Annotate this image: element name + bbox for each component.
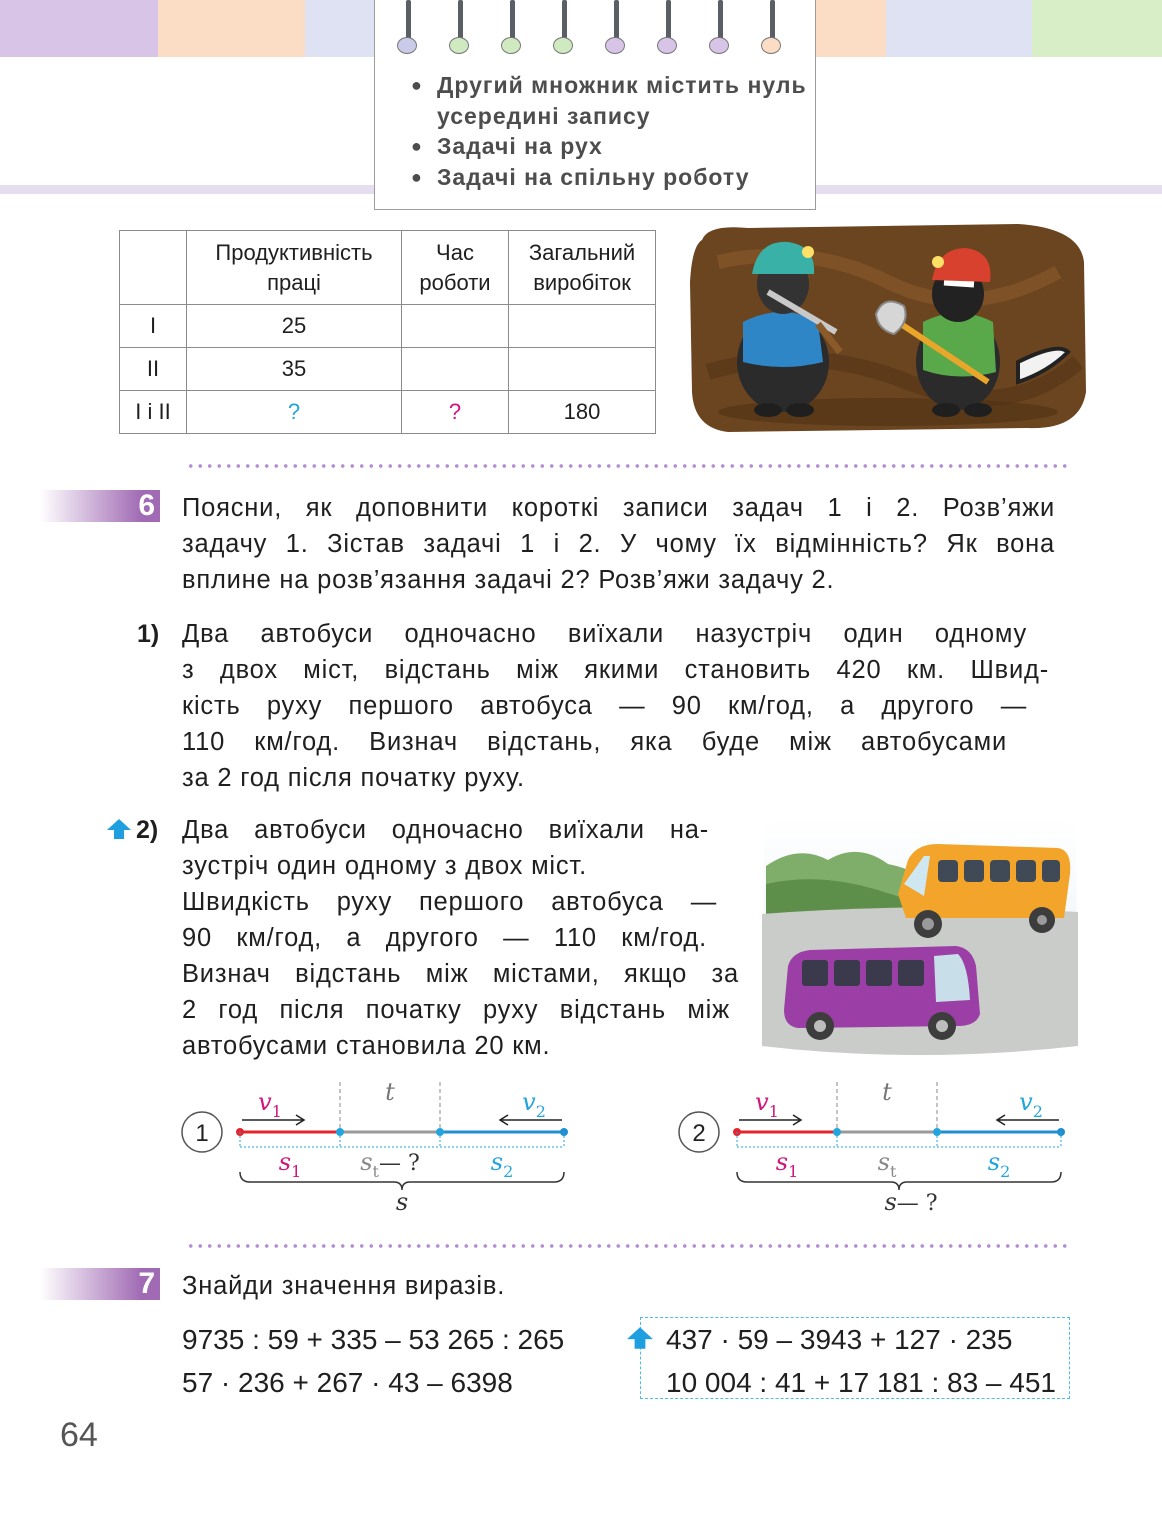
text-line: Швидкість руху першого автобуса — — [182, 888, 717, 916]
arrow-left — [997, 1115, 1059, 1125]
buses-illustration — [758, 814, 1083, 1059]
diagram-number: 1 — [195, 1120, 209, 1147]
exercise-number: 7 — [138, 1267, 155, 1300]
notepad-ring — [761, 0, 783, 56]
exercise7-prompt: Знайди значення виразів. — [182, 1272, 506, 1300]
table-cell: 180 — [509, 391, 656, 434]
notepad-ring — [397, 0, 419, 56]
arrow-left — [500, 1115, 562, 1125]
notepad-ring — [501, 0, 523, 56]
task2-label: 2) — [136, 816, 159, 844]
band-6 — [1032, 0, 1162, 57]
text-line: Два автобуси одночасно виїхали на- — [182, 816, 709, 844]
moles-illustration — [688, 222, 1088, 434]
table-header-row — [120, 231, 656, 305]
table-cell — [509, 348, 656, 391]
text-line: вплине на розв’язання задачі 2? Розв’яжи задачу 2. — [182, 566, 835, 594]
text-line: 90 км/год, а другого — 110 км/год. — [182, 924, 707, 952]
label-v2: $v_2$ — [522, 1088, 546, 1121]
band-1 — [0, 0, 158, 57]
text-line: задачу 1. Зістав задачі 1 і 2. У чому їх відмінність? Як вона — [182, 530, 1055, 558]
text-line: автобусами становила 20 км. — [182, 1032, 551, 1060]
text-line: Поясни, як доповнити короткі записи задач 1 і 2. Розв’яжи — [182, 494, 1055, 522]
ring-stem — [510, 0, 515, 42]
ring-stem — [406, 0, 411, 42]
table-cell: II — [120, 348, 187, 391]
text-line: кість руху першого автобуса — 90 км/год, а другого — — [182, 692, 1027, 720]
productivity-table — [119, 230, 656, 434]
ring-stem — [562, 0, 567, 42]
label-total: s— ? — [884, 1188, 938, 1216]
label-st: $s_t—$ ? — [360, 1148, 420, 1181]
table-cell-unknown: ? — [402, 391, 509, 434]
label-v1: $v_1$ — [755, 1088, 779, 1121]
text-line: зустріч один одному з двох міст. — [182, 852, 587, 880]
ring-stem — [458, 0, 463, 42]
label-s2: $s_2$ — [490, 1148, 514, 1181]
ring-stem — [718, 0, 723, 42]
table-cell-unknown: ? — [187, 391, 402, 434]
table-header-cell: Продуктивність праці — [187, 231, 402, 305]
page-number: 64 — [60, 1416, 98, 1454]
text-line: 2 год після початку руху відстань між — [182, 996, 730, 1024]
expression: 57 · 236 + 267 · 43 – 6398 — [182, 1367, 513, 1398]
left-expressions — [182, 1318, 564, 1404]
right-expressions — [666, 1318, 1056, 1404]
notepad-ring — [657, 0, 679, 56]
exercise6-intro — [182, 490, 1055, 598]
up-arrow-icon — [106, 818, 132, 840]
table-cell — [509, 305, 656, 348]
table-cell — [402, 305, 509, 348]
topic-item: ● Другий множник містить нуль усередині запису — [411, 70, 811, 131]
exercise-number: 6 — [138, 489, 155, 522]
table-cell: I і II — [120, 391, 187, 434]
table-row — [120, 348, 656, 391]
topic-item: ● Задачі на рух — [411, 131, 811, 162]
ring-bead — [761, 37, 781, 54]
expression: 10 004 : 41 + 17 181 : 83 – 451 — [666, 1367, 1057, 1398]
label-v2: $v_2$ — [1019, 1088, 1043, 1121]
ring-bead — [449, 37, 469, 54]
exercise-number-badge — [40, 1268, 160, 1300]
up-arrow-icon — [626, 1326, 654, 1350]
dotted-separator — [186, 1244, 1068, 1248]
topics-list — [411, 70, 811, 192]
text-line: 110 км/год. Визнач відстань, яка буде між автобусами — [182, 728, 1007, 756]
exercise-number-badge — [40, 490, 160, 522]
notepad-ring — [553, 0, 575, 56]
table-cell: 35 — [187, 348, 402, 391]
table-cell: I — [120, 305, 187, 348]
table-row — [120, 391, 656, 434]
table-header-cell: Час роботи — [402, 231, 509, 305]
ring-stem — [770, 0, 775, 42]
text-line: Два автобуси одночасно виїхали назустріч один одному — [182, 620, 1027, 648]
label-s1: $s_1$ — [278, 1148, 302, 1181]
ring-bead — [397, 37, 417, 54]
table-row — [120, 305, 656, 348]
text-line: за 2 год після початку руху. — [182, 764, 525, 792]
ring-bead — [501, 37, 521, 54]
ring-stem — [614, 0, 619, 42]
label-total: s — [395, 1188, 409, 1216]
notepad-ring — [449, 0, 471, 56]
expression: 437 · 59 – 3943 + 127 · 235 — [666, 1324, 1013, 1355]
text-line: Визнач відстань між містами, якщо за — [182, 960, 739, 988]
dotted-separator — [186, 464, 1068, 468]
ring-stem — [666, 0, 671, 42]
band-5 — [886, 0, 1032, 57]
topics-notepad — [374, 0, 816, 210]
task1-text — [182, 616, 1049, 796]
expression: 9735 : 59 + 335 – 53 265 : 265 — [182, 1324, 565, 1355]
motion-diagram-1 — [180, 1078, 590, 1218]
band-2 — [158, 0, 305, 57]
table-header-cell: Загальний виробіток — [509, 231, 656, 305]
band-4 — [816, 0, 886, 57]
notepad-ring — [709, 0, 731, 56]
label-t: t — [385, 1078, 395, 1106]
task1-label: 1) — [137, 620, 160, 648]
ring-bead — [553, 37, 573, 54]
label-s2: $s_2$ — [987, 1148, 1011, 1181]
topic-item: ● Задачі на спільну роботу — [411, 162, 811, 193]
table-header-cell — [120, 231, 187, 305]
label-v1: $v_1$ — [258, 1088, 282, 1121]
table-cell: 25 — [187, 305, 402, 348]
label-t: t — [882, 1078, 892, 1106]
band-3 — [305, 0, 375, 57]
notepad-ring — [605, 0, 627, 56]
label-s1: $s_1$ — [775, 1148, 799, 1181]
ring-bead — [605, 37, 625, 54]
ring-bead — [657, 37, 677, 54]
table-cell — [402, 348, 509, 391]
text-line: з двох міст, відстань між якими становить 420 км. Швид- — [182, 656, 1049, 684]
label-st: $s_t$ — [877, 1148, 897, 1181]
motion-diagram-2 — [677, 1078, 1087, 1218]
ring-bead — [709, 37, 729, 54]
task2-text — [182, 812, 739, 1064]
diagram-number: 2 — [692, 1120, 706, 1147]
